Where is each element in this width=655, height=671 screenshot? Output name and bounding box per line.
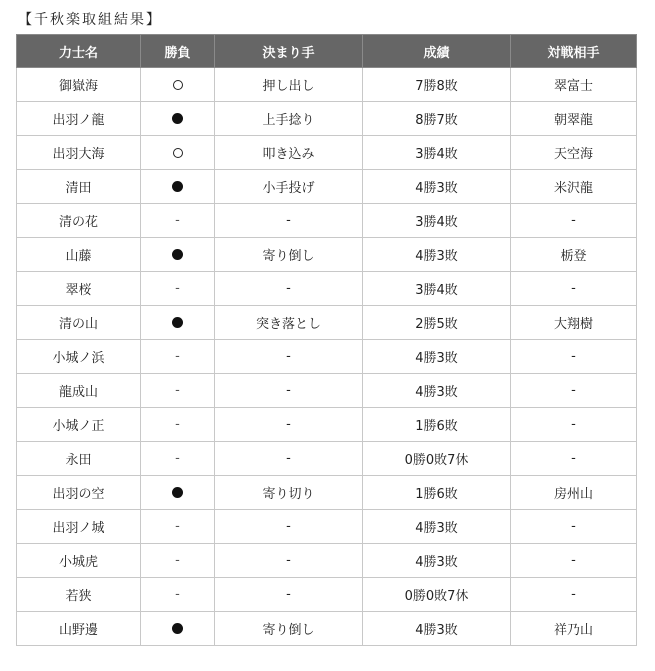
results-table — [16, 34, 637, 646]
table-row — [17, 170, 637, 204]
cell-opponent: 天空海 — [511, 136, 637, 170]
cell-result — [141, 476, 215, 510]
cell-opponent: 翠富士 — [511, 68, 637, 102]
cell-record: 0勝0敗7休 — [363, 442, 511, 476]
header-opponent: 対戦相手 — [511, 35, 637, 68]
cell-kimarite: 突き落とし — [215, 306, 363, 340]
cell-result — [141, 612, 215, 646]
cell-opponent: - — [511, 510, 637, 544]
loss-mark-icon — [172, 113, 183, 124]
cell-opponent: - — [511, 374, 637, 408]
cell-kimarite: - — [215, 408, 363, 442]
no-bout-dash: - — [175, 417, 180, 432]
cell-record: 4勝3敗 — [363, 170, 511, 204]
no-bout-dash: - — [175, 349, 180, 364]
cell-rikishi: 清の山 — [17, 306, 141, 340]
cell-record: 3勝4敗 — [363, 204, 511, 238]
header-rikishi: 力士名 — [17, 35, 141, 68]
cell-record: 4勝3敗 — [363, 238, 511, 272]
cell-rikishi: 出羽ノ城 — [17, 510, 141, 544]
cell-result — [141, 340, 215, 374]
cell-kimarite: 寄り倒し — [215, 612, 363, 646]
no-bout-dash: - — [175, 451, 180, 466]
table-row — [17, 612, 637, 646]
cell-kimarite: 寄り切り — [215, 476, 363, 510]
cell-kimarite: 叩き込み — [215, 136, 363, 170]
header-result: 勝負 — [141, 35, 215, 68]
no-bout-dash: - — [175, 213, 180, 228]
cell-opponent: - — [511, 442, 637, 476]
cell-opponent: 米沢龍 — [511, 170, 637, 204]
cell-opponent: - — [511, 408, 637, 442]
win-mark-icon — [173, 80, 183, 90]
cell-record: 7勝8敗 — [363, 68, 511, 102]
table-row — [17, 306, 637, 340]
cell-rikishi: 山藤 — [17, 238, 141, 272]
cell-record: 3勝4敗 — [363, 136, 511, 170]
no-bout-dash: - — [175, 383, 180, 398]
cell-kimarite: - — [215, 340, 363, 374]
table-row — [17, 408, 637, 442]
cell-rikishi: 小城ノ正 — [17, 408, 141, 442]
table-row — [17, 136, 637, 170]
cell-record: 4勝3敗 — [363, 340, 511, 374]
cell-kimarite: 上手捻り — [215, 102, 363, 136]
cell-rikishi: 翠桜 — [17, 272, 141, 306]
no-bout-dash: - — [175, 587, 180, 602]
table-row — [17, 442, 637, 476]
cell-rikishi: 永田 — [17, 442, 141, 476]
loss-mark-icon — [172, 487, 183, 498]
table-row — [17, 68, 637, 102]
cell-result — [141, 238, 215, 272]
table-row — [17, 476, 637, 510]
cell-rikishi: 清田 — [17, 170, 141, 204]
cell-kimarite: 押し出し — [215, 68, 363, 102]
cell-opponent: - — [511, 340, 637, 374]
cell-result — [141, 374, 215, 408]
cell-record: 1勝6敗 — [363, 408, 511, 442]
cell-rikishi: 龍成山 — [17, 374, 141, 408]
cell-result — [141, 442, 215, 476]
table-row — [17, 544, 637, 578]
cell-rikishi: 山野邊 — [17, 612, 141, 646]
cell-result — [141, 136, 215, 170]
cell-opponent: - — [511, 204, 637, 238]
header-kimarite: 決まり手 — [215, 35, 363, 68]
cell-opponent: 朝翠龍 — [511, 102, 637, 136]
cell-kimarite: 寄り倒し — [215, 238, 363, 272]
cell-opponent: - — [511, 272, 637, 306]
cell-rikishi: 出羽大海 — [17, 136, 141, 170]
cell-result — [141, 306, 215, 340]
no-bout-dash: - — [175, 553, 180, 568]
loss-mark-icon — [172, 181, 183, 192]
table-row — [17, 578, 637, 612]
cell-kimarite: - — [215, 442, 363, 476]
table-row — [17, 238, 637, 272]
cell-record: 4勝3敗 — [363, 374, 511, 408]
table-row — [17, 204, 637, 238]
cell-result — [141, 102, 215, 136]
cell-opponent: - — [511, 578, 637, 612]
cell-opponent: - — [511, 544, 637, 578]
cell-record: 2勝5敗 — [363, 306, 511, 340]
cell-rikishi: 出羽の空 — [17, 476, 141, 510]
table-body — [17, 68, 637, 646]
table-row — [17, 340, 637, 374]
win-mark-icon — [173, 148, 183, 158]
table-row — [17, 510, 637, 544]
table-row — [17, 374, 637, 408]
cell-record: 4勝3敗 — [363, 510, 511, 544]
cell-record: 1勝6敗 — [363, 476, 511, 510]
no-bout-dash: - — [175, 281, 180, 296]
cell-result — [141, 510, 215, 544]
cell-result — [141, 170, 215, 204]
cell-result — [141, 204, 215, 238]
cell-record: 0勝0敗7休 — [363, 578, 511, 612]
cell-opponent: 房州山 — [511, 476, 637, 510]
loss-mark-icon — [172, 623, 183, 634]
cell-opponent: 大翔樹 — [511, 306, 637, 340]
no-bout-dash: - — [175, 519, 180, 534]
cell-kimarite: - — [215, 578, 363, 612]
loss-mark-icon — [172, 317, 183, 328]
cell-result — [141, 408, 215, 442]
cell-kimarite: 小手投げ — [215, 170, 363, 204]
header-record: 成績 — [363, 35, 511, 68]
cell-record: 4勝3敗 — [363, 612, 511, 646]
cell-kimarite: - — [215, 544, 363, 578]
table-row — [17, 102, 637, 136]
cell-rikishi: 若狭 — [17, 578, 141, 612]
table-header — [17, 35, 637, 68]
cell-result — [141, 68, 215, 102]
header-row — [17, 35, 637, 68]
page-title: 【千秋楽取組結果】 — [18, 12, 162, 28]
cell-result — [141, 578, 215, 612]
loss-mark-icon — [172, 249, 183, 260]
cell-kimarite: - — [215, 374, 363, 408]
cell-rikishi: 出羽ノ龍 — [17, 102, 141, 136]
cell-result — [141, 544, 215, 578]
cell-kimarite: - — [215, 272, 363, 306]
cell-kimarite: - — [215, 204, 363, 238]
cell-record: 8勝7敗 — [363, 102, 511, 136]
cell-rikishi: 清の花 — [17, 204, 141, 238]
cell-kimarite: - — [215, 510, 363, 544]
cell-opponent: 祥乃山 — [511, 612, 637, 646]
cell-rikishi: 御嶽海 — [17, 68, 141, 102]
cell-result — [141, 272, 215, 306]
cell-rikishi: 小城ノ浜 — [17, 340, 141, 374]
cell-opponent: 栃登 — [511, 238, 637, 272]
table-row — [17, 272, 637, 306]
cell-rikishi: 小城虎 — [17, 544, 141, 578]
cell-record: 3勝4敗 — [363, 272, 511, 306]
cell-record: 4勝3敗 — [363, 544, 511, 578]
